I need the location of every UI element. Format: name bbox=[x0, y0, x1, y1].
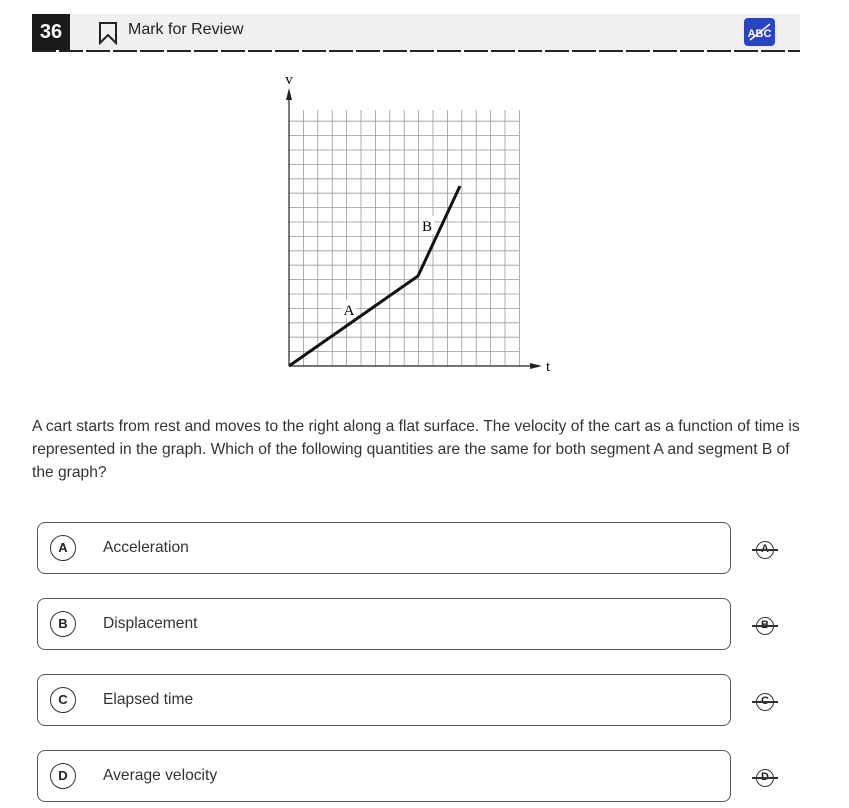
eliminate-option-c-button[interactable] bbox=[752, 689, 778, 715]
option-letter: A bbox=[50, 535, 76, 561]
eliminate-option-b-button[interactable] bbox=[752, 613, 778, 639]
question-header bbox=[32, 14, 800, 50]
strike-line bbox=[752, 777, 778, 779]
option-letter: D bbox=[50, 763, 76, 789]
question-text: A cart starts from rest and moves to the right along a flat surface. The velocity of the cart as a function of time is represented in the graph. Which of the following quantities are the same for both segment A and segment B of the graph? bbox=[32, 418, 800, 481]
y-axis-label: v bbox=[285, 72, 293, 88]
question-number: 36 bbox=[32, 14, 70, 50]
answer-eliminator-toggle[interactable] bbox=[744, 18, 775, 46]
strike-line bbox=[752, 701, 778, 703]
answer-option-b[interactable] bbox=[37, 598, 731, 650]
answer-option-c[interactable] bbox=[37, 674, 731, 726]
eliminate-option-d-button[interactable] bbox=[752, 765, 778, 791]
segment-b-label: B bbox=[421, 219, 433, 235]
x-axis-label: t bbox=[546, 359, 551, 375]
mark-for-review-label[interactable]: Mark for Review bbox=[128, 21, 244, 38]
option-letter: C bbox=[50, 687, 76, 713]
eliminate-option-a-button[interactable] bbox=[752, 537, 778, 563]
option-text: Displacement bbox=[103, 615, 198, 632]
option-letter: B bbox=[50, 611, 76, 637]
header-divider bbox=[32, 50, 800, 52]
answer-option-d[interactable] bbox=[37, 750, 731, 802]
graph-grid bbox=[289, 110, 519, 366]
option-text: Average velocity bbox=[103, 767, 218, 784]
bookmark-icon[interactable] bbox=[98, 21, 118, 45]
abc-text: ABC bbox=[747, 28, 772, 40]
y-axis-arrow bbox=[286, 88, 292, 100]
abc-strike-icon bbox=[744, 18, 775, 46]
option-text: Elapsed time bbox=[103, 691, 194, 708]
segment-a-line bbox=[289, 276, 418, 366]
segment-a-label: A bbox=[343, 303, 355, 319]
x-axis-arrow bbox=[530, 363, 542, 369]
option-text: Acceleration bbox=[103, 539, 189, 556]
velocity-time-graph bbox=[270, 66, 560, 386]
strike-line bbox=[752, 625, 778, 627]
answer-option-a[interactable] bbox=[37, 522, 731, 574]
strike-line bbox=[752, 549, 778, 551]
